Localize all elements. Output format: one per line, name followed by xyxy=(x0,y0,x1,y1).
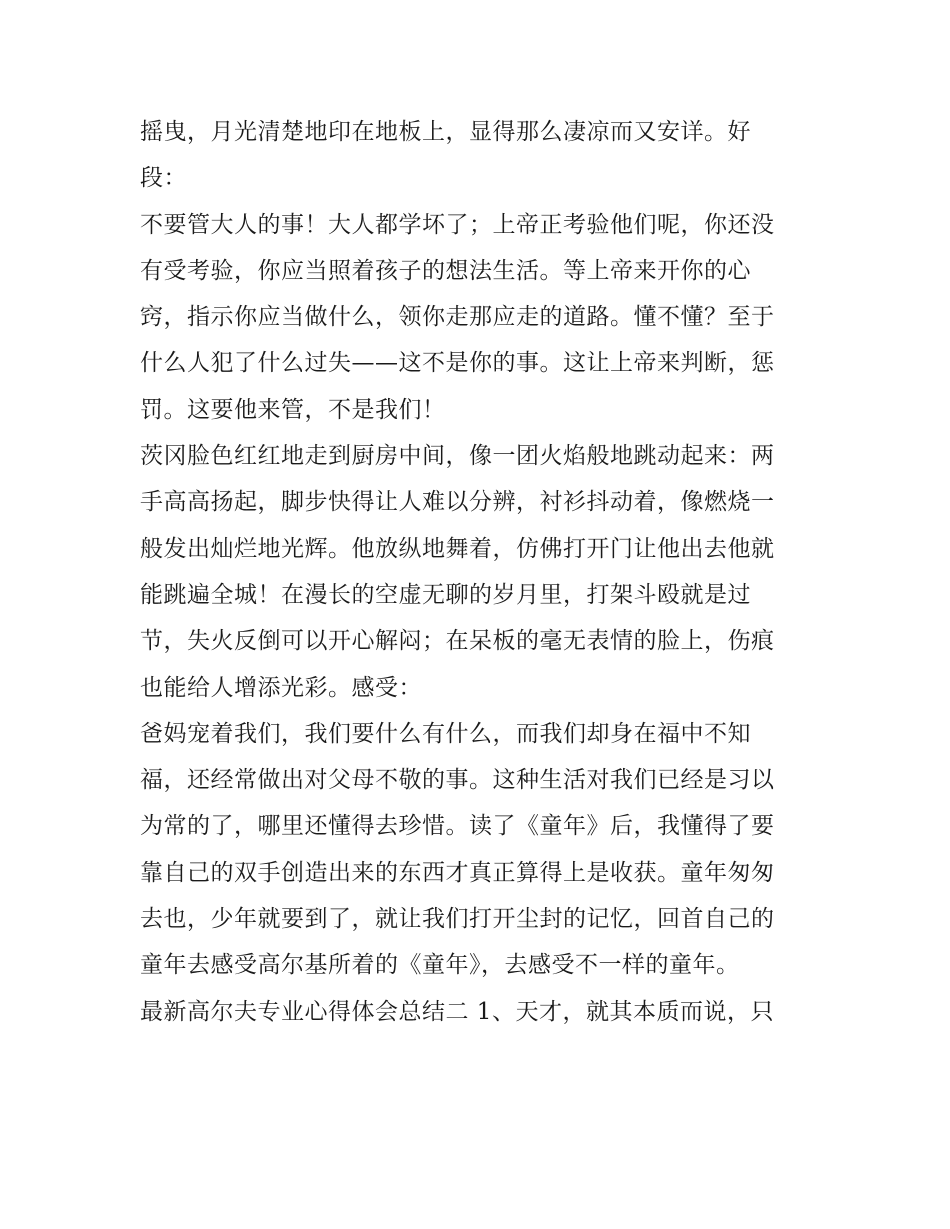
text-line: 节，失火反倒可以开心解闷；在呆板的毫无表情的脸上，伤痕 xyxy=(140,628,775,655)
text-line: 摇曳，月光清楚地印在地板上，显得那么凄凉而又安详。好 xyxy=(140,119,751,145)
text-line: 爸妈宠着我们，我们要什么有什么，而我们却身在福中不知 xyxy=(140,720,751,747)
text-line: 段： xyxy=(140,165,187,192)
text-line: 靠自己的双手创造出来的东西才真正算得上是收获。童年匆匆 xyxy=(140,859,775,886)
text-line: 福，还经常做出对父母不敬的事。这种生活对我们已经是习以 xyxy=(140,767,775,794)
text-line: 窍，指示你应当做什么，领你走那应走的道路。懂不懂？至于 xyxy=(140,304,775,331)
document-body xyxy=(140,109,820,1035)
text-line: 有受考验，你应当照着孩子的想法生活。等上帝来开你的心 xyxy=(140,257,751,284)
text-line: 茨冈脸色红红地走到厨房中间，像一团火焰般地跳动起来：两 xyxy=(140,443,775,470)
text-line: 手高高扬起，脚步快得让人难以分辨，衬衫抖动着，像燃烧一 xyxy=(140,489,775,516)
text-line: 最新高尔夫专业心得体会总结二 1、天才，就其本质而说，只 xyxy=(140,998,774,1025)
text-line: 童年去感受高尔基所着的《童年》，去感受不一样的童年。 xyxy=(140,952,740,979)
text-line: 不要管大人的事！大人都学坏了；上帝正考验他们呢，你还没 xyxy=(140,211,775,238)
text-line: 罚。这要他来管，不是我们！ xyxy=(140,396,446,423)
text-line: 什么人犯了什么过失——这不是你的事。这让上帝来判断，惩 xyxy=(140,350,775,377)
text-line: 去也，少年就要到了，就让我们打开尘封的记忆，回首自己的 xyxy=(140,906,775,933)
text-line: 般发出灿烂地光辉。他放纵地舞着，仿佛打开门让他出去他就 xyxy=(140,535,775,562)
text-line: 能跳遍全城！在漫长的空虚无聊的岁月里，打架斗殴就是过 xyxy=(140,581,751,608)
text-line: 为常的了，哪里还懂得去珍惜。读了《童年》后，我懂得了要 xyxy=(140,813,775,840)
text-line: 也能给人增添光彩。感受： xyxy=(140,674,422,701)
